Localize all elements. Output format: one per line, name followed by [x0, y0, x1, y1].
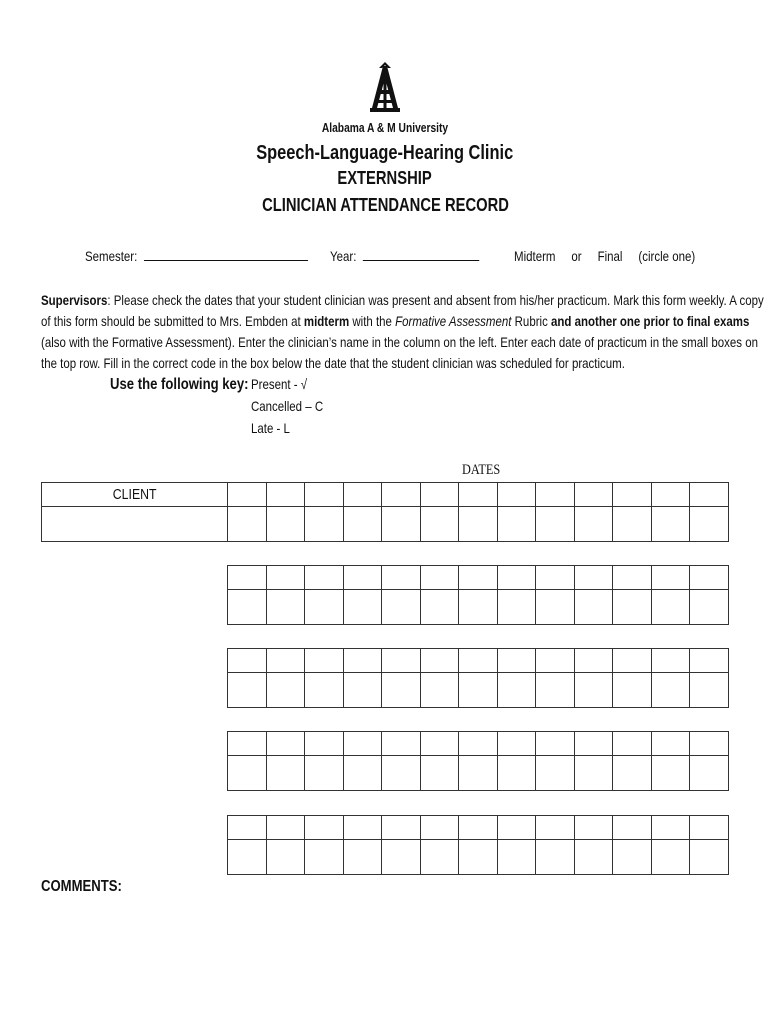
date-header-cell[interactable] — [651, 483, 690, 507]
date-header-cell[interactable] — [343, 483, 382, 507]
attendance-code-cell[interactable] — [690, 840, 729, 875]
date-header-cell[interactable] — [497, 483, 536, 507]
attendance-code-cell[interactable] — [382, 840, 421, 875]
date-header-cell[interactable] — [420, 649, 459, 673]
instructions-line-1: : Please check the dates that your student clinician was present and absent from his/her practicum. Mark this form weekly. A copy — [107, 292, 764, 308]
attendance-code-cell[interactable] — [266, 590, 305, 625]
attendance-code-cell[interactable] — [382, 507, 421, 542]
attendance-code-cell[interactable] — [690, 590, 729, 625]
date-header-cell[interactable] — [574, 732, 613, 756]
attendance-code-cell[interactable] — [497, 673, 536, 708]
attendance-date-block — [227, 648, 729, 708]
attendance-code-cell[interactable] — [613, 673, 652, 708]
year-label: Year: — [330, 248, 357, 264]
date-header-cell[interactable] — [574, 816, 613, 840]
date-header-cell[interactable] — [690, 816, 729, 840]
attendance-code-cell[interactable] — [305, 507, 344, 542]
attendance-code-cell[interactable] — [613, 840, 652, 875]
date-header-cell[interactable] — [613, 732, 652, 756]
date-header-cell[interactable] — [651, 732, 690, 756]
attendance-code-cell[interactable] — [651, 507, 690, 542]
attendance-code-cell[interactable] — [228, 590, 267, 625]
attendance-code-cell[interactable] — [420, 756, 459, 791]
attendance-code-cell[interactable] — [459, 840, 498, 875]
date-header-row — [228, 566, 729, 590]
attendance-code-cell[interactable] — [690, 507, 729, 542]
attendance-code-cell[interactable] — [651, 590, 690, 625]
date-header-cell[interactable] — [228, 566, 267, 590]
attendance-code-cell[interactable] — [651, 840, 690, 875]
attendance-code-cell[interactable] — [574, 840, 613, 875]
date-header-cell[interactable] — [266, 732, 305, 756]
date-header-cell[interactable] — [305, 816, 344, 840]
attendance-code-cell[interactable] — [651, 756, 690, 791]
attendance-code-cell[interactable] — [574, 590, 613, 625]
attendance-code-cell[interactable] — [305, 840, 344, 875]
date-header-cell[interactable] — [651, 649, 690, 673]
circle-one-note: (circle one) — [638, 248, 696, 264]
date-header-cell[interactable] — [305, 566, 344, 590]
key-cancelled: Cancelled – C — [251, 398, 324, 414]
date-header-cell[interactable] — [343, 732, 382, 756]
date-header-cell[interactable] — [459, 816, 498, 840]
date-header-cell[interactable] — [228, 816, 267, 840]
semester-field[interactable] — [144, 248, 308, 261]
university-seal-logo — [368, 60, 402, 114]
attendance-code-cell[interactable] — [536, 507, 575, 542]
attendance-code-cell[interactable] — [420, 507, 459, 542]
attendance-code-cell[interactable] — [536, 840, 575, 875]
date-header-cell[interactable] — [420, 566, 459, 590]
date-header-cell[interactable] — [690, 483, 729, 507]
attendance-code-cell[interactable] — [459, 673, 498, 708]
attendance-code-cell[interactable] — [613, 756, 652, 791]
year-field[interactable] — [363, 248, 479, 261]
attendance-code-cell[interactable] — [536, 673, 575, 708]
instructions-line-2c: Rubric — [511, 313, 552, 329]
key-label: Use the following key: — [110, 376, 249, 393]
attendance-row — [228, 756, 729, 791]
comments-label: COMMENTS: — [41, 878, 122, 895]
date-header-cell[interactable] — [497, 732, 536, 756]
attendance-code-cell[interactable] — [574, 507, 613, 542]
program-name: EXTERNSHIP — [337, 168, 433, 188]
date-header-cell[interactable] — [574, 483, 613, 507]
attendance-code-cell[interactable] — [343, 507, 382, 542]
date-header-cell[interactable] — [536, 566, 575, 590]
key-present: Present - √ — [251, 376, 308, 392]
attendance-code-cell[interactable] — [266, 673, 305, 708]
attendance-code-cell[interactable] — [420, 673, 459, 708]
client-header: CLIENT — [112, 486, 157, 503]
attendance-code-cell[interactable] — [266, 840, 305, 875]
date-header-cell[interactable] — [420, 732, 459, 756]
attendance-code-cell[interactable] — [497, 507, 536, 542]
formative-assessment-emphasis: Formative Assessment — [395, 313, 512, 329]
date-header-cell[interactable] — [382, 649, 421, 673]
date-header-cell[interactable] — [690, 732, 729, 756]
final-exams-emphasis: and another one prior to final exams — [551, 313, 750, 329]
attendance-code-cell[interactable] — [574, 673, 613, 708]
date-header-cell[interactable] — [266, 816, 305, 840]
instructions-line-2b: with the — [349, 313, 396, 329]
date-header-cell[interactable] — [266, 649, 305, 673]
date-header-cell[interactable] — [228, 649, 267, 673]
date-header-cell[interactable] — [420, 483, 459, 507]
date-header-cell[interactable] — [613, 649, 652, 673]
attendance-code-cell[interactable] — [613, 507, 652, 542]
date-header-cell[interactable] — [343, 816, 382, 840]
client-name-cell[interactable] — [42, 507, 228, 542]
date-header-cell[interactable] — [651, 566, 690, 590]
attendance-code-cell[interactable] — [228, 840, 267, 875]
date-header-cell[interactable] — [228, 732, 267, 756]
attendance-date-block — [227, 815, 729, 875]
date-header-cell[interactable] — [266, 566, 305, 590]
attendance-code-cell[interactable] — [459, 507, 498, 542]
instructions-line-2a: of this form should be submitted to Mrs. Embden at — [41, 313, 304, 329]
key-late: Late - L — [251, 420, 290, 436]
attendance-code-cell[interactable] — [497, 756, 536, 791]
date-header-cell[interactable] — [574, 566, 613, 590]
final-option[interactable]: Final — [597, 248, 623, 264]
attendance-date-block — [227, 731, 729, 791]
date-header-cell[interactable] — [613, 566, 652, 590]
attendance-row — [42, 507, 729, 542]
or-text: or — [571, 248, 582, 264]
attendance-table — [41, 482, 729, 542]
attendance-code-cell[interactable] — [228, 673, 267, 708]
semester-label: Semester: — [85, 248, 138, 264]
midterm-option[interactable]: Midterm — [514, 248, 556, 264]
date-header-cell[interactable] — [305, 483, 344, 507]
attendance-code-cell[interactable] — [497, 590, 536, 625]
date-header-cell[interactable] — [266, 483, 305, 507]
attendance-date-block — [227, 565, 729, 625]
attendance-code-cell[interactable] — [305, 673, 344, 708]
attendance-code-cell[interactable] — [228, 756, 267, 791]
date-header-row — [228, 649, 729, 673]
date-header-cell[interactable] — [497, 649, 536, 673]
attendance-row — [228, 840, 729, 875]
dates-label: DATES — [462, 462, 501, 478]
date-header-cell[interactable] — [459, 649, 498, 673]
university-name: Alabama A & M University — [321, 121, 449, 135]
date-header-cell[interactable] — [497, 566, 536, 590]
date-header-cell[interactable] — [690, 649, 729, 673]
date-header-cell[interactable] — [536, 483, 575, 507]
attendance-code-cell[interactable] — [382, 756, 421, 791]
attendance-code-cell[interactable] — [536, 756, 575, 791]
date-header-cell[interactable] — [651, 816, 690, 840]
attendance-code-cell[interactable] — [382, 673, 421, 708]
attendance-code-cell[interactable] — [613, 590, 652, 625]
attendance-code-cell[interactable] — [305, 756, 344, 791]
attendance-code-cell[interactable] — [343, 590, 382, 625]
attendance-code-cell[interactable] — [651, 673, 690, 708]
date-header-cell[interactable] — [382, 816, 421, 840]
date-header-cell[interactable] — [459, 483, 498, 507]
attendance-code-cell[interactable] — [497, 840, 536, 875]
attendance-code-cell[interactable] — [459, 590, 498, 625]
date-header-cell[interactable] — [228, 483, 267, 507]
attendance-row — [228, 673, 729, 708]
date-header-cell[interactable] — [574, 649, 613, 673]
attendance-code-cell[interactable] — [690, 756, 729, 791]
date-header-cell[interactable] — [343, 649, 382, 673]
attendance-code-cell[interactable] — [574, 756, 613, 791]
date-header-row — [228, 816, 729, 840]
attendance-code-cell[interactable] — [266, 756, 305, 791]
date-header-cell[interactable] — [536, 732, 575, 756]
attendance-code-cell[interactable] — [382, 590, 421, 625]
date-header-cell[interactable] — [305, 649, 344, 673]
attendance-code-cell[interactable] — [343, 756, 382, 791]
attendance-code-cell[interactable] — [536, 590, 575, 625]
attendance-code-cell[interactable] — [343, 673, 382, 708]
attendance-code-cell[interactable] — [420, 590, 459, 625]
clinic-name: Speech-Language-Hearing Clinic — [256, 142, 514, 164]
date-header-cell[interactable] — [420, 816, 459, 840]
instructions-line-4: the top row. Fill in the correct code in the box below the date that the student clinician was scheduled for practicum. — [41, 355, 625, 371]
attendance-code-cell[interactable] — [690, 673, 729, 708]
date-header-cell[interactable] — [343, 566, 382, 590]
date-header-cell[interactable] — [536, 649, 575, 673]
date-header-cell[interactable] — [459, 566, 498, 590]
instructions-paragraph — [41, 290, 764, 374]
date-header-cell[interactable] — [497, 816, 536, 840]
date-header-cell[interactable] — [382, 732, 421, 756]
date-header-cell[interactable] — [459, 732, 498, 756]
attendance-code-cell[interactable] — [420, 840, 459, 875]
attendance-row — [228, 590, 729, 625]
form-title: CLINICIAN ATTENDANCE RECORD — [261, 195, 509, 215]
attendance-code-cell[interactable] — [266, 507, 305, 542]
supervisors-label: Supervisors — [41, 292, 108, 308]
instructions-line-3: (also with the Formative Assessment). Enter the clinician’s name in the column on the left. Enter each date of practicum in the small boxes on — [41, 334, 759, 350]
date-header-cell[interactable] — [613, 816, 652, 840]
date-header-cell[interactable] — [305, 732, 344, 756]
date-header-cell[interactable] — [382, 483, 421, 507]
attendance-code-cell[interactable] — [343, 840, 382, 875]
attendance-code-cell[interactable] — [228, 507, 267, 542]
attendance-code-cell[interactable] — [459, 756, 498, 791]
date-header-cell[interactable] — [613, 483, 652, 507]
date-header-row — [42, 483, 729, 507]
midterm-emphasis: midterm — [303, 313, 350, 329]
date-header-row — [228, 732, 729, 756]
attendance-code-cell[interactable] — [305, 590, 344, 625]
date-header-cell[interactable] — [536, 816, 575, 840]
date-header-cell[interactable] — [382, 566, 421, 590]
client-header-cell — [42, 483, 228, 507]
date-header-cell[interactable] — [690, 566, 729, 590]
